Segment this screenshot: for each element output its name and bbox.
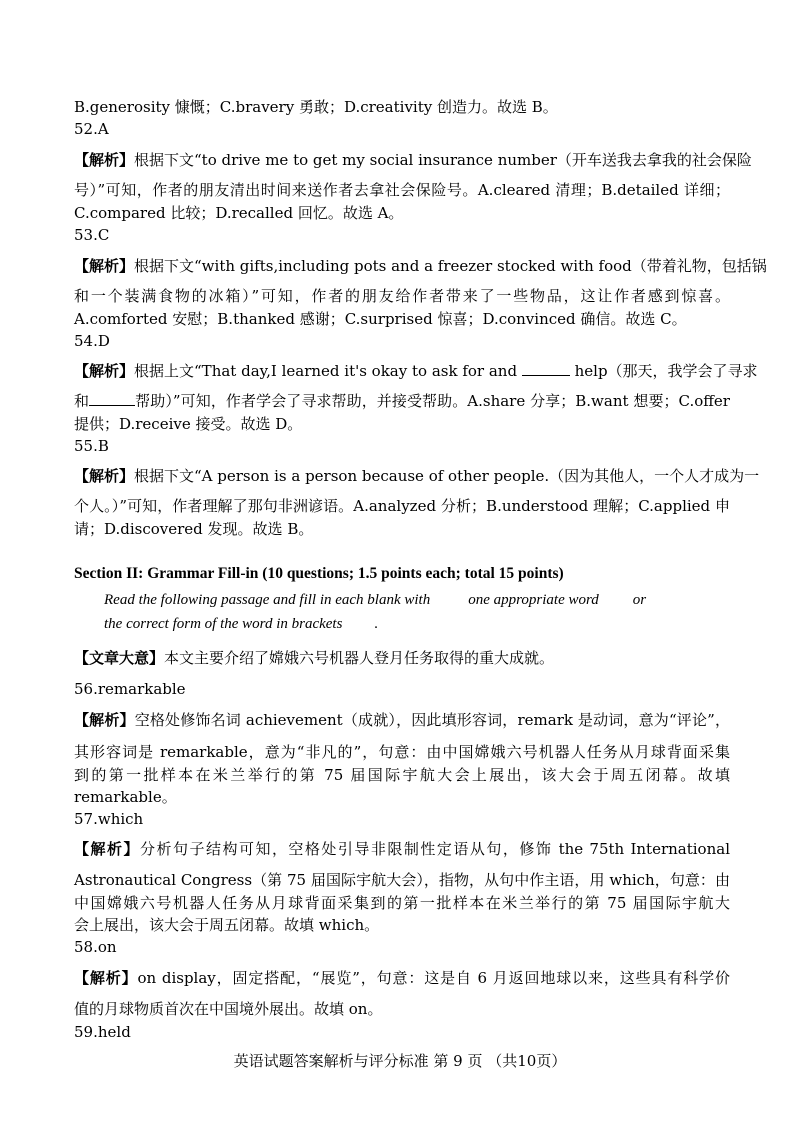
analysis-label: 【解析】 [74, 711, 135, 729]
answer-blank [522, 360, 570, 376]
explanation-text: 根据下文“A person is a person because of other people.（因为其他人，一个人才成为一 [134, 467, 760, 485]
answer-56-explanation-line3: 到的第一批样本在米兰举行的第 75 届国际宇航大会上展出，该大会于周五闭幕。故填 [74, 766, 730, 784]
explanation-text: 分析句子结构可知，空格处引导非限制性定语从句，修饰 the 75th International [139, 840, 730, 858]
instruction-line1 [104, 589, 730, 611]
summary-text: 本文主要介绍了嫦娥六号机器人登月任务取得的重大成就。 [164, 649, 555, 667]
answer-56-explanation-line2: 其形容词是 remarkable，意为“非凡的”，句意：由中国嫦娥六号机器人任务从月球背面采集 [74, 743, 730, 761]
analysis-label: 【解析】 [74, 151, 135, 169]
explanation-text: 根据下文“with gifts,including pots and a freezer stocked with food（带着礼物，包括锅 [134, 257, 767, 275]
answer-57-explanation-line4: 会上展出，该大会于周五闭幕。故填 which。 [74, 916, 380, 934]
answer-52-explanation-line2: 号）”可知，作者的朋友清出时间来送作者去拿社会保险号。A.cleared 清理；B.detailed 详细； [74, 181, 730, 199]
instruction-text: Read the following passage and fill in each blank with [104, 592, 431, 608]
answer-52-explanation-line1 [74, 149, 752, 171]
explanation-text: 根据下文“to drive me to get my social insurance number（开车送我去拿我的社会保险 [134, 151, 752, 169]
answer-56-explanation-line4: remarkable。 [74, 788, 177, 806]
answer-56-explanation-line1 [74, 709, 730, 731]
answer-52-explanation-line3: C.compared 比较；D.recalled 回忆。故选 A。 [74, 204, 404, 222]
answer-53-explanation-line3: A.comforted 安慰；B.thanked 感谢；C.surprised 惊喜；D.convinced 确信。故选 C。 [74, 310, 687, 328]
answer-blank [89, 390, 135, 406]
analysis-label: 【解析】 [74, 467, 135, 485]
explanation-text: 帮助）”可知，作者学会了寻求帮助，并接受帮助。A.share 分享；B.want 想要；C.offer [135, 392, 730, 410]
instruction-text: one appropriate word [468, 592, 599, 608]
explanation-text: 根据上文“That day,I learned it's okay to ask for and [134, 362, 518, 380]
answer-53-number: 53.C [74, 226, 110, 244]
answer-57-number: 57.which [74, 810, 144, 828]
answer-51-options: B.generosity 慷慨；C.bravery 勇敢；D.creativity 创造力。故选 B。 [74, 98, 558, 116]
answer-58-explanation-line1 [74, 967, 730, 989]
answer-58-explanation-line2: 值的月球物质首次在中国境外展出。故填 on。 [74, 1000, 383, 1018]
section-heading: Section II: Grammar Fill-in (10 questions; 1.5 points each; total 15 points) [74, 565, 564, 582]
answer-57-explanation-line1 [74, 838, 730, 860]
answer-58-number: 58.on [74, 938, 117, 956]
instruction-text: . [374, 616, 379, 632]
explanation-text: 空格处修饰名词 achievement（成就），因此填形容词，remark 是动词，意为“评论”， [134, 711, 730, 729]
answer-57-explanation-line2: Astronautical Congress（第 75 届国际宇航大会），指物，从句中作主语，用 which，句意：由 [74, 871, 730, 889]
instruction-text: or [632, 592, 647, 608]
answer-54-explanation-line2 [74, 390, 730, 412]
instruction-line2 [104, 613, 730, 635]
analysis-label: 【解析】 [74, 362, 135, 380]
answer-57-explanation-line3: 中国嫦娥六号机器人任务从月球背面采集到的第一批样本在米兰举行的第 75 届国际宇航大 [74, 894, 730, 912]
page-footer: 英语试题答案解析与评分标准 第 9 页 （共10页） [233, 1052, 567, 1070]
answer-54-explanation-line1 [74, 360, 758, 382]
explanation-text: help（那天，我学会了寻求 [574, 362, 758, 380]
answer-55-number: 55.B [74, 437, 109, 455]
answer-55-explanation-line2: 个人。）”可知，作者理解了那句非洲谚语。A.analyzed 分析；B.understood 理解；C.applied 申 [74, 497, 730, 515]
answer-56-number: 56.remarkable [74, 680, 186, 698]
explanation-text: 和 [74, 392, 90, 410]
answer-53-explanation-line2: 和一个装满食物的冰箱）”可知，作者的朋友给作者带来了一些物品，这让作者感到惊喜。 [74, 287, 730, 305]
analysis-label: 【解析】 [74, 840, 140, 858]
answer-52-number: 52.A [74, 120, 109, 138]
explanation-text: on display，固定搭配，“展览”，句意：这是自 6 月返回地球以来，这些具有科学价 [137, 969, 730, 987]
instruction-text: the correct form of the word in brackets [104, 616, 343, 632]
summary-label: 【文章大意】 [74, 649, 165, 667]
answer-54-number: 54.D [74, 332, 110, 350]
answer-53-explanation-line1 [74, 255, 767, 277]
answer-55-explanation-line3: 请；D.discovered 发现。故选 B。 [74, 520, 314, 538]
analysis-label: 【解析】 [74, 257, 135, 275]
passage-summary [74, 647, 730, 669]
answer-54-explanation-line3: 提供；D.receive 接受。故选 D。 [74, 415, 303, 433]
answer-59-number: 59.held [74, 1023, 131, 1041]
analysis-label: 【解析】 [74, 969, 138, 987]
answer-55-explanation-line1 [74, 465, 760, 487]
